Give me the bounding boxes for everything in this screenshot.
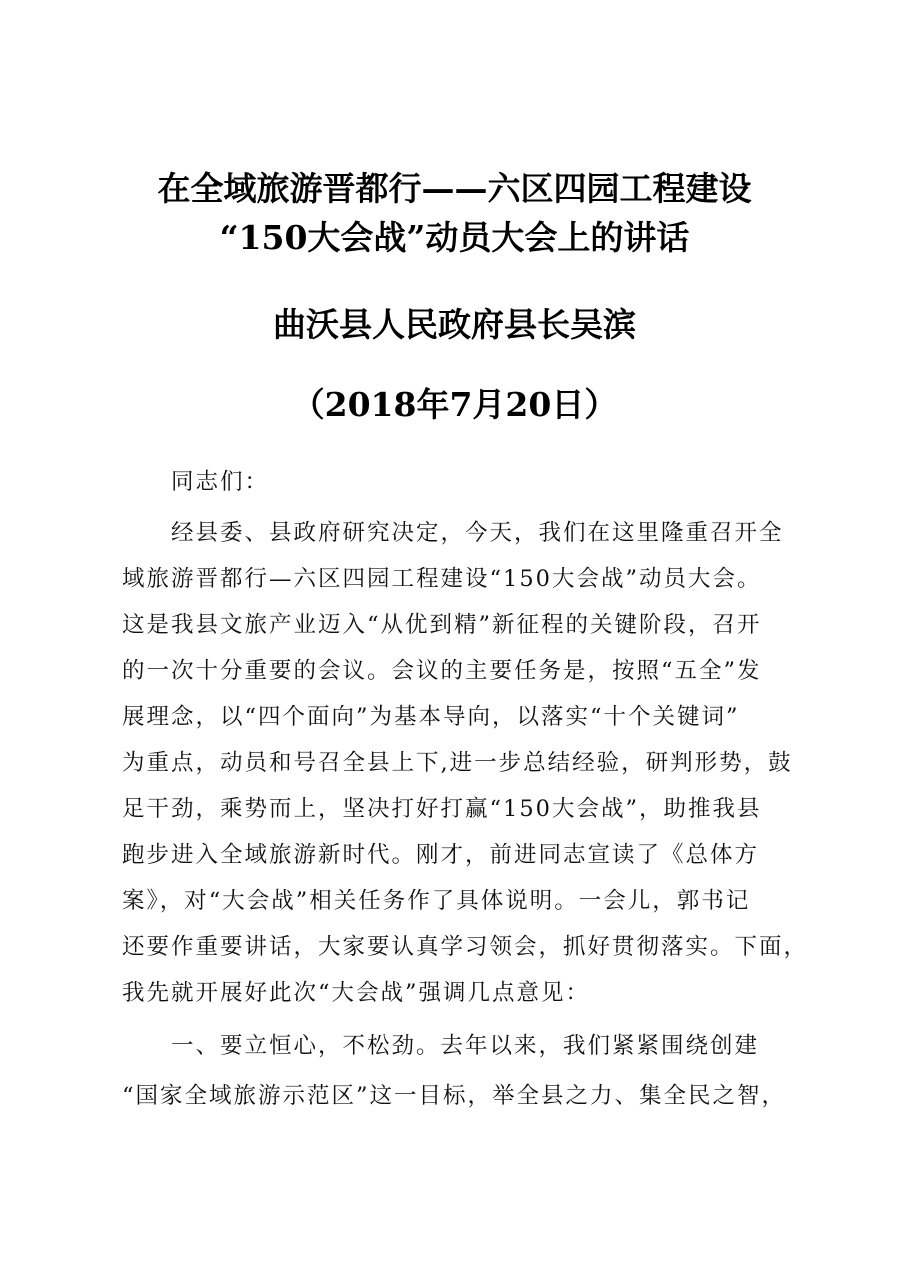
paragraph-line: 这是我县文旅产业迈入“从优到精”新征程的关键阶段，召开	[122, 612, 762, 638]
paragraph-line: 一、要立恒心，不松劲。去年以来，我们紧紧围绕创建	[171, 1033, 760, 1059]
date-line: （2018年7月20日）	[291, 385, 618, 424]
paragraph-line: 跑步进入全域旅游新时代。刚才，前进同志宣读了《总体方	[122, 842, 760, 868]
paragraph-line: 经县委、县政府研究决定，今天，我们在这里隆重召开全	[171, 520, 784, 546]
paragraph-line: 为重点，动员和号召全县上下,进一步总结经验，研判形势，鼓	[122, 750, 793, 776]
paragraph-line: 案》，对“大会战”相关任务作了具体说明。一会儿，郭书记	[122, 888, 751, 914]
paragraph-line: 足干劲，乘势而上，坚决打好打赢“150大会战”，助推我县	[122, 796, 762, 822]
greeting: 同志们：	[171, 469, 270, 495]
paragraph-line: 我先就开展好此次“大会战”强调几点意见：	[122, 980, 591, 1006]
paragraph-line: 展理念，以“四个面向”为基本导向，以落实“十个关键词”	[122, 704, 740, 730]
paragraph-line: “国家全域旅游示范区”这一目标，举全县之力、集全民之智，	[122, 1083, 787, 1109]
title-line-2: “150大会战”动员大会上的讲话	[219, 218, 690, 257]
speaker-line: 曲沃县人民政府县长吴滨	[273, 305, 636, 344]
paragraph-line: 的一次十分重要的会议。会议的主要任务是，按照“五全”发	[122, 658, 762, 684]
paragraph-line: 域旅游晋都行—六区四园工程建设“150大会战”动员大会。	[122, 566, 762, 592]
title-line-1: 在全域旅游晋都行——六区四园工程建设	[157, 169, 752, 208]
paragraph-line: 还要作重要讲话，大家要认真学习领会，抓好贯彻落实。下面，	[122, 934, 809, 960]
